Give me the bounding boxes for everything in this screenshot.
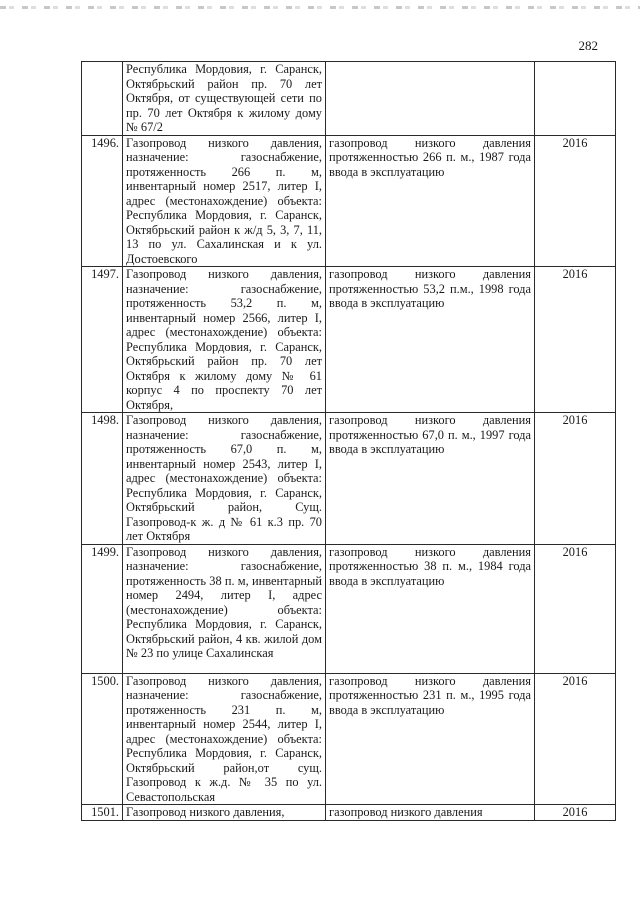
description-text: газопровод низкого давления протяженностью 38 п. м., 1984 года ввода в эксплуатацию bbox=[329, 544, 531, 588]
description-cell bbox=[326, 62, 535, 136]
row-number-cell: 1496. bbox=[82, 135, 123, 267]
table-row bbox=[82, 62, 616, 136]
year-cell: 2016 bbox=[535, 673, 616, 805]
description-text: газопровод низкого давления протяженностью 231 п. м., 1995 года ввода в эксплуатацию bbox=[329, 673, 531, 717]
description-cell bbox=[326, 267, 535, 413]
table-row bbox=[82, 805, 616, 821]
row-number-cell: 1497. bbox=[82, 267, 123, 413]
row-number-cell bbox=[82, 62, 123, 136]
table-row bbox=[82, 544, 616, 673]
property-registry-table bbox=[81, 61, 616, 821]
object-cell bbox=[123, 62, 326, 136]
row-number-cell: 1499. bbox=[82, 544, 123, 673]
description-text: газопровод низкого давления bbox=[329, 805, 483, 819]
year-cell bbox=[535, 62, 616, 136]
description-cell bbox=[326, 544, 535, 673]
object-cell bbox=[123, 805, 326, 821]
object-text: Газопровод низкого давления, назначение: газоснабжение, протяженность 266 п. м, инвентарный номер 2517, литер I, адрес (местонахождение) объекта: Республика Мордовия, г. Саранск, Октябрьский район к ж/д 5, 3, 7, 11, 13 по ул. Сахалинская и к ул. Достоевского bbox=[126, 135, 322, 266]
object-text: Газопровод низкого давления, назначение: газоснабжение, протяженность 53,2 п. м, инвентарный номер 2566, литер I, адрес (местонахождение) объекта: Республика Мордовия, г. Саранск, Октябрьский район пр. 70 лет Октября к жилому дому № 61 корпус 4 по проспекту 70 лет Октября, bbox=[126, 267, 322, 412]
row-number-cell: 1501. bbox=[82, 805, 123, 821]
table-row bbox=[82, 135, 616, 267]
page-number: 282 bbox=[578, 38, 598, 53]
description-cell bbox=[326, 135, 535, 267]
description-cell bbox=[326, 413, 535, 545]
table-row bbox=[82, 267, 616, 413]
description-text: газопровод низкого давления протяженностью 67,0 п. м., 1997 года ввода в эксплуатацию bbox=[329, 413, 531, 456]
table-row bbox=[82, 413, 616, 545]
table-row bbox=[82, 673, 616, 805]
object-text: Республика Мордовия, г. Саранск, Октябрьский район пр. 70 лет Октября, от существующей сети по пр. 70 лет Октября к жилому дому № 67/2 bbox=[126, 62, 322, 134]
row-number-cell: 1498. bbox=[82, 413, 123, 545]
object-cell bbox=[123, 544, 326, 673]
object-cell bbox=[123, 267, 326, 413]
row-number-cell: 1500. bbox=[82, 673, 123, 805]
object-text: Газопровод низкого давления, назначение: газоснабжение, протяженность 38 п. м, инвентарный номер 2494, литер I, адрес (местонахождение) объекта: Республика Мордовия, г. Саранск, Октябрьский район, 4 кв. жилой дом № 23 по улице Сахалинская bbox=[126, 544, 322, 660]
description-text: газопровод низкого давления протяженностью 266 п. м., 1987 года ввода в эксплуатацию bbox=[329, 135, 531, 179]
description-cell bbox=[326, 805, 535, 821]
object-cell bbox=[123, 135, 326, 267]
year-cell: 2016 bbox=[535, 544, 616, 673]
description-cell bbox=[326, 673, 535, 805]
year-cell: 2016 bbox=[535, 267, 616, 413]
object-text: Газопровод низкого давления, назначение: газоснабжение, протяженность 231 п. м, инвентарный номер 2544, литер I, адрес (местонахождение) объекта: Республика Мордовия, г. Саранск, Октябрьский район,от сущ. Газопровод к ж.д. № 35 по ул. Севастопольская bbox=[126, 673, 322, 804]
year-cell: 2016 bbox=[535, 413, 616, 545]
description-text: газопровод низкого давления протяженностью 53,2 п.м., 1998 года ввода в эксплуатацию bbox=[329, 267, 531, 310]
year-cell: 2016 bbox=[535, 805, 616, 821]
scan-edge-artifact bbox=[0, 6, 640, 9]
object-text: Газопровод низкого давления, назначение: газоснабжение, протяженность 67,0 п. м, инвентарный номер 2543, литер I, адрес (местонахождение) объекта: Республика Мордовия, г. Саранск, Октябрьский район, Сущ. Газопровод-к ж. д № 61 к.3 пр. 70 лет Октября bbox=[126, 413, 322, 543]
object-text: Газопровод низкого давления, bbox=[126, 805, 285, 819]
object-cell bbox=[123, 673, 326, 805]
object-cell bbox=[123, 413, 326, 545]
year-cell: 2016 bbox=[535, 135, 616, 267]
